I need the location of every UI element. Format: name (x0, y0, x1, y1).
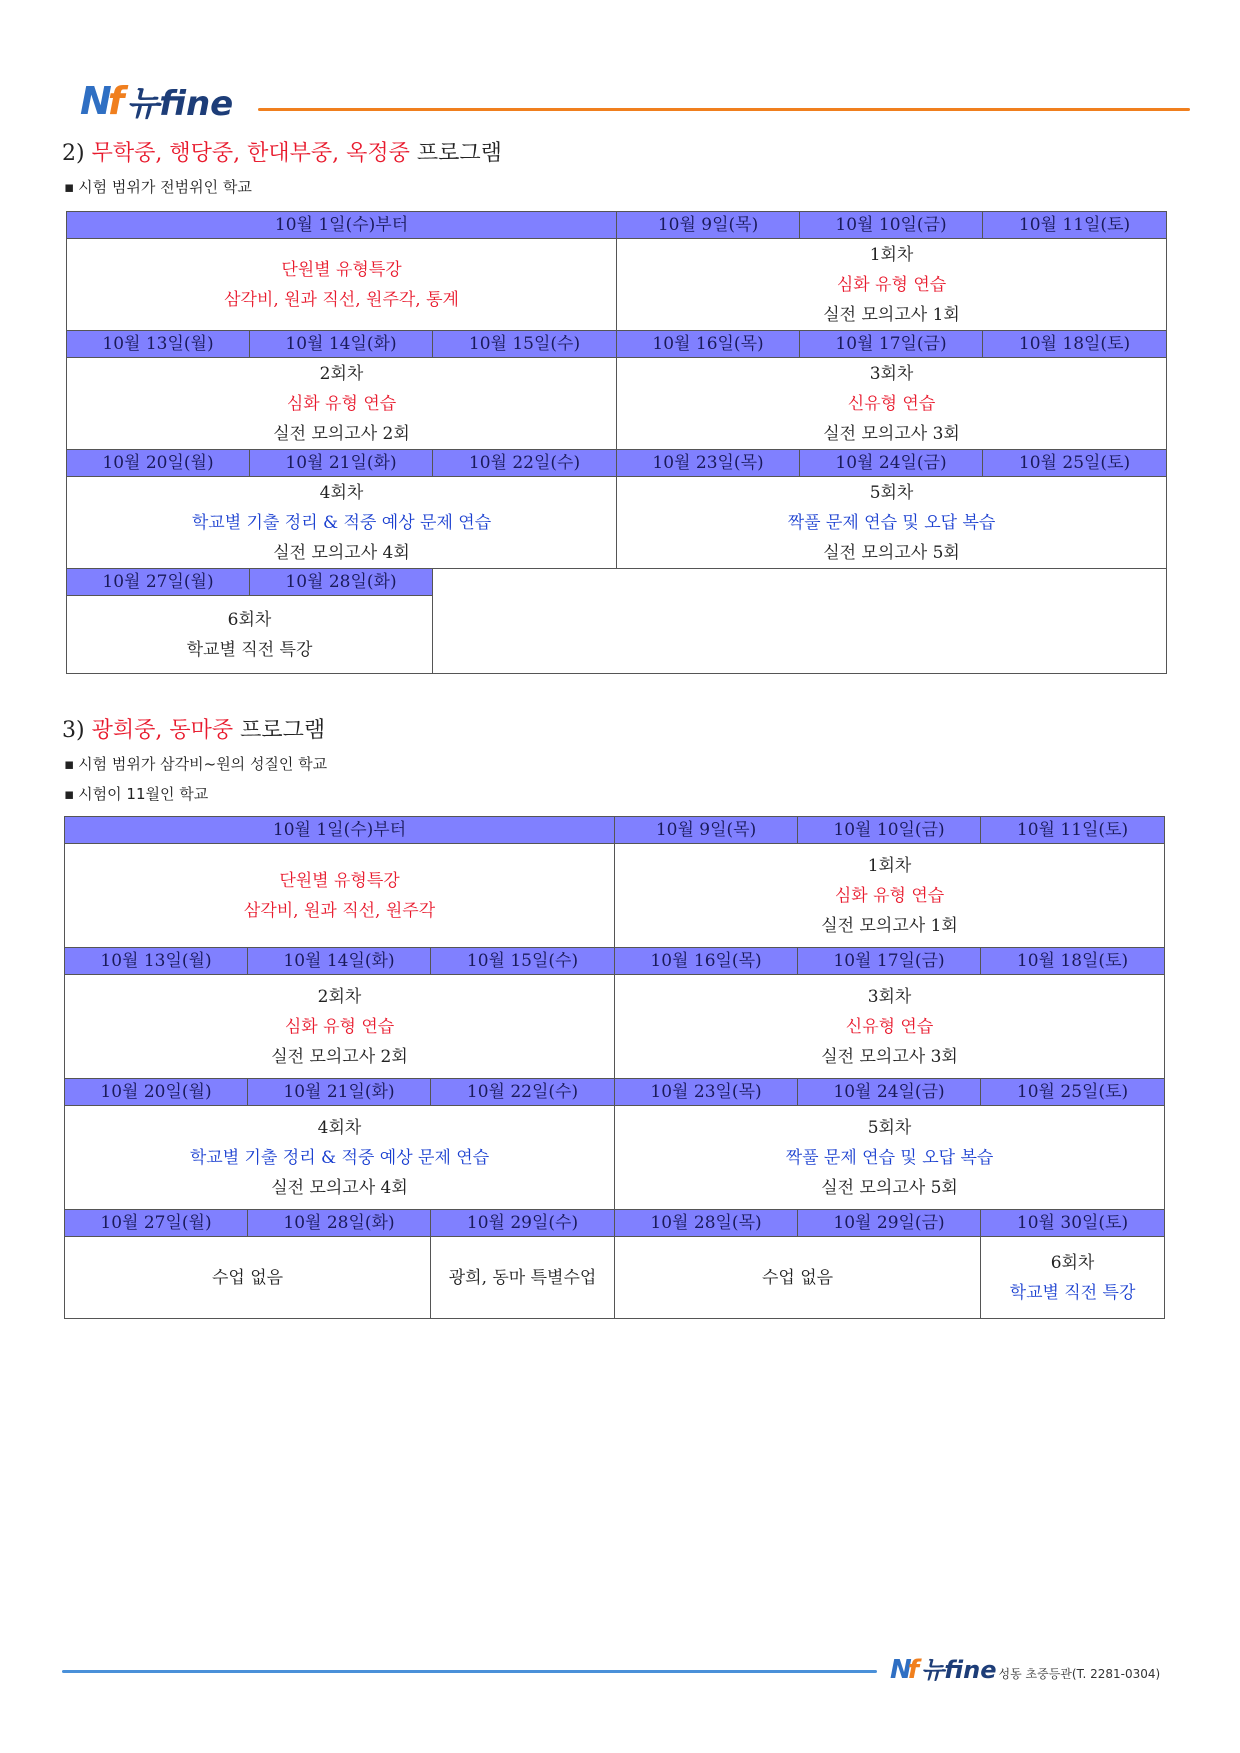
date-header: 10월 9일(목) (617, 212, 800, 239)
footer-branch-info: 성동 초중등관(T. 2281-0304) (998, 1667, 1161, 1681)
section-2-program: 프로그램 (416, 141, 502, 166)
schedule-cell: 3회차 신유형 연습 실전 모의고사 3회 (615, 975, 1165, 1079)
date-header: 10월 15일(수) (433, 331, 617, 358)
date-header: 10월 11일(토) (981, 817, 1165, 844)
date-header: 10월 23일(목) (615, 1079, 798, 1106)
date-header: 10월 10일(금) (798, 817, 981, 844)
empty-cell (433, 569, 1167, 674)
schedule-cell: 단원별 유형특강 삼각비, 원과 직선, 원주각, 통계 (67, 239, 617, 331)
logo-mark-icon: Nf (80, 78, 121, 123)
header-divider (258, 108, 1190, 111)
section-2-schedule-table (66, 211, 1167, 674)
brand-logo (80, 76, 233, 125)
date-header: 10월 21일(화) (248, 1079, 431, 1106)
page-footer (890, 1650, 1160, 1685)
date-header: 10월 24일(금) (798, 1079, 981, 1106)
schedule-cell: 광희, 동마 특별수업 (431, 1237, 615, 1319)
date-header: 10월 13일(월) (67, 331, 250, 358)
date-header: 10월 1일(수)부터 (67, 212, 617, 239)
date-header: 10월 29일(금) (798, 1210, 981, 1237)
footer-divider (62, 1670, 877, 1673)
date-header: 10월 9일(목) (615, 817, 798, 844)
section-3-schools: 광희중, 동마중 (91, 718, 234, 743)
date-header: 10월 14일(화) (250, 331, 433, 358)
section-2-bullet: ▪ 시험 범위가 전범위인 학교 (64, 176, 252, 197)
date-header: 10월 17일(금) (798, 948, 981, 975)
footer-logo-text: 뉴fine (921, 1656, 997, 1684)
section-3-bullet-1: ▪ 시험 범위가 삼각비~원의 성질인 학교 (64, 753, 327, 774)
date-header: 10월 15일(수) (431, 948, 615, 975)
date-header: 10월 13일(월) (65, 948, 248, 975)
date-header: 10월 22일(수) (431, 1079, 615, 1106)
date-header: 10월 17일(금) (800, 331, 983, 358)
schedule-cell: 5회차 짝풀 문제 연습 및 오답 복습 실전 모의고사 5회 (615, 1106, 1165, 1210)
schedule-cell: 수업 없음 (65, 1237, 431, 1319)
schedule-cell: 4회차 학교별 기출 정리 & 적중 예상 문제 연습 실전 모의고사 4회 (67, 477, 617, 569)
schedule-cell: 2회차 심화 유형 연습 실전 모의고사 2회 (65, 975, 615, 1079)
schedule-cell: 4회차 학교별 기출 정리 & 적중 예상 문제 연습 실전 모의고사 4회 (65, 1106, 615, 1210)
date-header: 10월 16일(목) (615, 948, 798, 975)
schedule-cell: 3회차 신유형 연습 실전 모의고사 3회 (617, 358, 1167, 450)
date-header: 10월 18일(토) (983, 331, 1167, 358)
date-header: 10월 10일(금) (800, 212, 983, 239)
schedule-cell: 1회차 심화 유형 연습 실전 모의고사 1회 (615, 844, 1165, 948)
section-3-title: 3) 광희중, 동마중 프로그램 (62, 718, 326, 743)
section-3-program: 프로그램 (240, 718, 326, 743)
date-header: 10월 20일(월) (67, 450, 250, 477)
date-header: 10월 14일(화) (248, 948, 431, 975)
date-header: 10월 1일(수)부터 (65, 817, 615, 844)
date-header: 10월 21일(화) (250, 450, 433, 477)
section-2-title: 2) 무학중, 행당중, 한대부중, 옥정중 프로그램 (62, 141, 502, 166)
section-3-schedule-table (64, 816, 1165, 1319)
date-header: 10월 30일(토) (981, 1210, 1165, 1237)
date-header: 10월 25일(토) (983, 450, 1167, 477)
date-header: 10월 18일(토) (981, 948, 1165, 975)
date-header: 10월 28일(목) (615, 1210, 798, 1237)
schedule-cell: 6회차 학교별 직전 특강 (981, 1237, 1165, 1319)
schedule-cell: 6회차 학교별 직전 특강 (67, 596, 433, 674)
date-header: 10월 27일(월) (67, 569, 250, 596)
date-header: 10월 11일(토) (983, 212, 1167, 239)
schedule-cell: 1회차 심화 유형 연습 실전 모의고사 1회 (617, 239, 1167, 331)
date-header: 10월 27일(월) (65, 1210, 248, 1237)
schedule-cell: 수업 없음 (615, 1237, 981, 1319)
schedule-cell: 5회차 짝풀 문제 연습 및 오답 복습 실전 모의고사 5회 (617, 477, 1167, 569)
date-header: 10월 22일(수) (433, 450, 617, 477)
date-header: 10월 28일(화) (248, 1210, 431, 1237)
logo-text: 뉴fine (126, 84, 234, 124)
date-header: 10월 29일(수) (431, 1210, 615, 1237)
date-header: 10월 23일(목) (617, 450, 800, 477)
schedule-cell: 단원별 유형특강 삼각비, 원과 직선, 원주각 (65, 844, 615, 948)
date-header: 10월 16일(목) (617, 331, 800, 358)
page-header (80, 72, 1190, 122)
date-header: 10월 25일(토) (981, 1079, 1165, 1106)
footer-logo-mark-icon: Nf (890, 1655, 916, 1685)
date-header: 10월 28일(화) (250, 569, 433, 596)
section-3-bullet-2: ▪ 시험이 11월인 학교 (64, 783, 208, 804)
schedule-cell: 2회차 심화 유형 연습 실전 모의고사 2회 (67, 358, 617, 450)
date-header: 10월 24일(금) (800, 450, 983, 477)
section-2-schools: 무학중, 행당중, 한대부중, 옥정중 (91, 141, 410, 166)
date-header: 10월 20일(월) (65, 1079, 248, 1106)
